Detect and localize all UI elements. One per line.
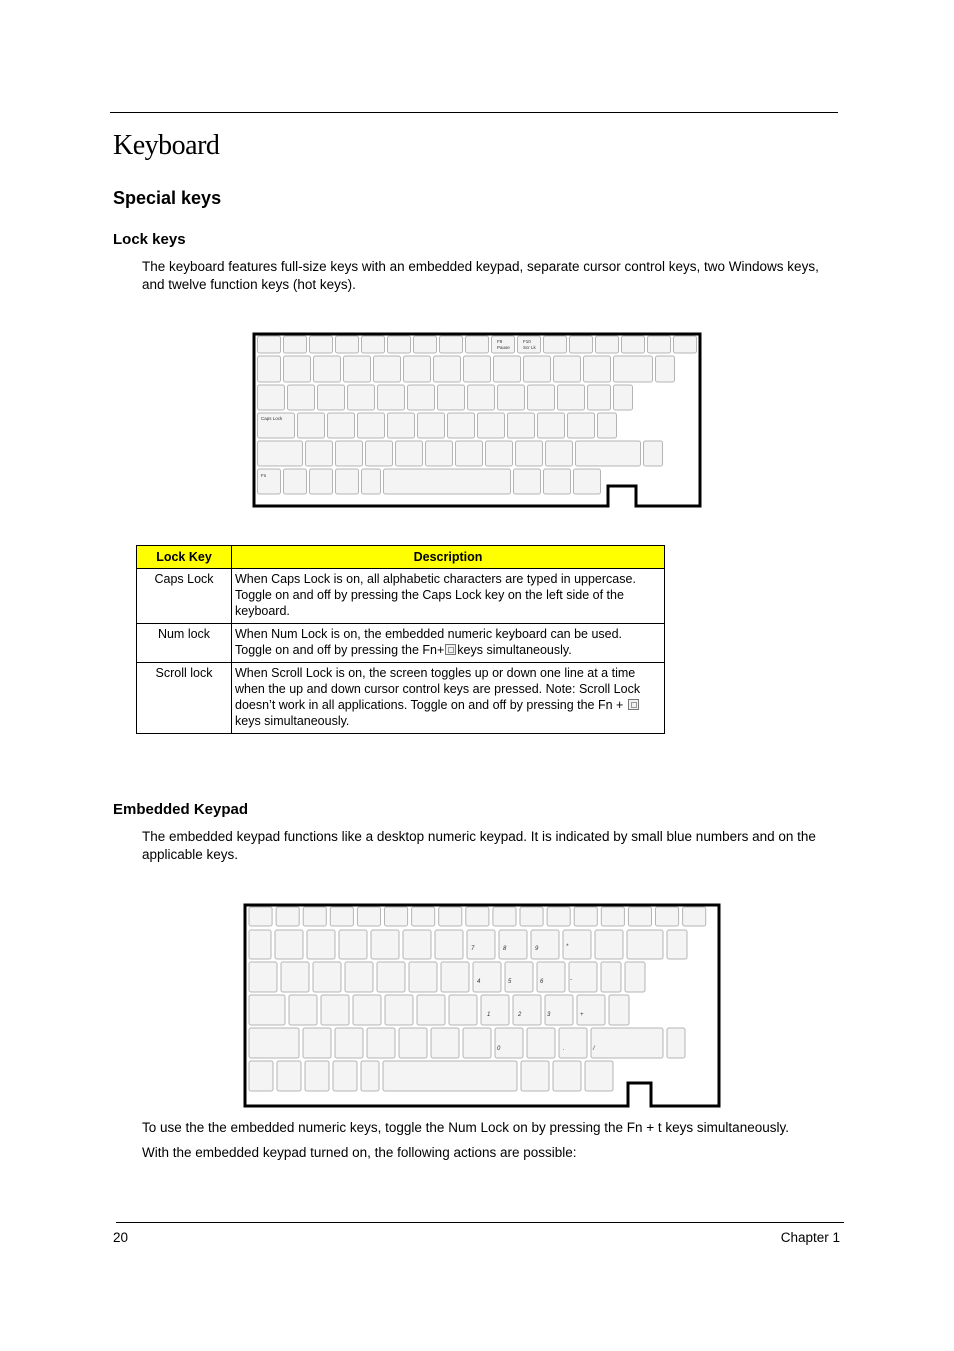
keyboard-key	[508, 413, 535, 438]
keypad-number-label: 0	[497, 1046, 501, 1052]
keyboard-key	[417, 995, 445, 1025]
keyboard-key	[249, 995, 285, 1025]
keyboard-key	[258, 385, 285, 410]
keyboard-key	[383, 1061, 517, 1091]
keyboard-key	[439, 907, 462, 926]
keyboard-key	[622, 336, 645, 353]
keyboard-key	[284, 469, 307, 494]
keyboard-key	[667, 930, 687, 959]
keyboard-key	[591, 1028, 663, 1058]
keyboard-key	[576, 441, 641, 466]
keyboard-key	[367, 1028, 395, 1058]
f9-key-label: F9	[497, 339, 503, 344]
keyboard-key	[306, 441, 333, 466]
keyboard-key	[516, 441, 543, 466]
keyboard-key	[486, 441, 513, 466]
keyboard-key	[318, 385, 345, 410]
keyboard-key	[609, 995, 629, 1025]
keyboard-key	[321, 995, 349, 1025]
keypad-number-label: 6	[540, 979, 544, 985]
f9-key-sublabel: Pause	[497, 345, 510, 350]
keyboard-key	[310, 336, 333, 353]
keyboard-key	[348, 385, 375, 410]
keyboard-key	[333, 1061, 357, 1091]
page-number: 20	[113, 1230, 129, 1245]
keyboard-key	[353, 995, 381, 1025]
keyboard-key	[574, 469, 601, 494]
keyboard-key	[528, 385, 555, 410]
keyboard-key	[598, 413, 617, 438]
keyboard-key	[683, 907, 706, 926]
keyboard-key	[524, 356, 551, 382]
keyboard-key	[249, 907, 272, 926]
keyboard-key	[426, 441, 453, 466]
keyboard-key	[377, 962, 405, 992]
embedded-keypad-intro: The embedded keypad functions like a desktop numeric keypad. It is indicated by small blue numbers and on the applicable keys.	[142, 829, 816, 862]
table-row	[137, 569, 665, 624]
embedded-keypad-followup: With the embedded keypad turned on, the following actions are possible:	[142, 1145, 577, 1160]
keyboard-key	[258, 441, 303, 466]
keyboard-key	[298, 413, 325, 438]
keyboard-key	[399, 1028, 427, 1058]
keyboard-key	[307, 930, 335, 959]
keyboard-key	[656, 907, 679, 926]
keyboard-key	[667, 1028, 685, 1058]
keypad-number-label: 3	[547, 1012, 551, 1018]
keyboard-key	[585, 1061, 613, 1091]
keyboard-key	[288, 385, 315, 410]
table-cell-key: Num lock	[137, 624, 232, 663]
keyboard-key	[418, 413, 445, 438]
keyboard-key	[435, 930, 463, 959]
f10-key-label: F10	[523, 339, 531, 344]
keyboard-key	[258, 356, 281, 382]
footer-rule	[116, 1222, 844, 1223]
table-header-description: Description	[232, 546, 665, 569]
keyboard-key	[656, 356, 675, 382]
keyboard-key	[336, 469, 359, 494]
table-row	[137, 624, 665, 663]
keyboard-key	[547, 907, 570, 926]
keyboard-key	[357, 907, 380, 926]
keyboard-key	[674, 336, 697, 353]
keyboard-key	[505, 962, 533, 992]
keyboard-key	[361, 1061, 379, 1091]
keyboard-key	[362, 469, 381, 494]
fn-key-label: Fn	[261, 473, 267, 478]
keyboard-key	[464, 356, 491, 382]
keyboard-key	[473, 962, 501, 992]
embedded-keypad-note: To use the the embedded numeric keys, toggle the Num Lock on by pressing the Fn + t keys simultaneously.	[142, 1120, 789, 1135]
keyboard-key	[275, 930, 303, 959]
keyboard-key	[595, 930, 623, 959]
lock-keys-heading: Lock keys	[113, 231, 186, 248]
page-title: Keyboard	[113, 130, 220, 161]
keyboard-key	[374, 356, 401, 382]
keyboard-key	[313, 962, 341, 992]
keyboard-key	[614, 385, 633, 410]
f10-key-sublabel: Scr Lk	[523, 345, 536, 350]
keyboard-key	[625, 962, 645, 992]
keyboard-key	[521, 1061, 549, 1091]
keyboard-key	[371, 930, 399, 959]
lock-keys-table	[136, 545, 665, 734]
keyboard-key	[344, 356, 371, 382]
keyboard-key	[601, 907, 624, 926]
keyboard-key	[336, 336, 359, 353]
keyboard-key	[468, 385, 495, 410]
keyboard-key	[493, 907, 516, 926]
keyboard-key	[336, 441, 363, 466]
keyboard-key	[249, 962, 277, 992]
keyboard-key	[601, 962, 621, 992]
keyboard-key	[627, 930, 663, 959]
keyboard-key	[314, 356, 341, 382]
keyboard-key	[345, 962, 373, 992]
keypad-number-label: /	[593, 1046, 595, 1052]
keypad-number-label: 8	[503, 946, 507, 952]
keyboard-key	[385, 995, 413, 1025]
keyboard-key	[303, 1028, 331, 1058]
keyboard-key	[554, 356, 581, 382]
keyboard-key	[378, 385, 405, 410]
keyboard-key	[414, 336, 437, 353]
keyboard-key	[335, 1028, 363, 1058]
keyboard-key	[339, 930, 367, 959]
keyboard-key	[328, 413, 355, 438]
keypad-number-label: 9	[535, 946, 539, 952]
keyboard-key	[303, 907, 326, 926]
table-cell-description: When Caps Lock is on, all alphabetic characters are typed in uppercase. Toggle on and off by pressing the Caps Lock key on the left side of the keyboard.	[232, 569, 665, 624]
keyboard-key	[448, 413, 475, 438]
keypad-number-label: -	[570, 977, 572, 983]
keyboard-key	[284, 336, 307, 353]
keyboard-key	[249, 930, 271, 959]
keyboard-key	[358, 413, 385, 438]
keyboard-key	[545, 995, 573, 1025]
keyboard-key	[388, 413, 415, 438]
keyboard-key	[310, 469, 333, 494]
keyboard-key	[558, 385, 585, 410]
keyboard-key	[276, 907, 299, 926]
lock-keys-intro: The keyboard features full-size keys with an embedded keypad, separate cursor control keys, two Windows keys, and twelve function keys (hot keys).	[142, 259, 819, 292]
keyboard-key	[434, 356, 461, 382]
keyboard-key	[403, 930, 431, 959]
keyboard-key	[644, 441, 663, 466]
keyboard-key	[396, 441, 423, 466]
keyboard-key	[495, 1028, 523, 1058]
keypad-number-label: 5	[508, 979, 512, 985]
keyboard-key	[441, 962, 469, 992]
keypad-number-label: 7	[471, 946, 475, 952]
keyboard-key	[277, 1061, 301, 1091]
keyboard-key	[494, 356, 521, 382]
keyboard-key	[648, 336, 671, 353]
keyboard-key	[614, 356, 653, 382]
header-rule	[110, 112, 838, 113]
keypad-number-label: *	[566, 944, 569, 950]
table-row	[137, 663, 665, 734]
keyboard-key	[305, 1061, 329, 1091]
keyboard-key	[513, 995, 541, 1025]
keyboard-key	[481, 995, 509, 1025]
keyboard-key	[284, 356, 311, 382]
keyboard-key	[520, 907, 543, 926]
table-cell-key: Caps Lock	[137, 569, 232, 624]
keyboard-key	[366, 441, 393, 466]
keyboard-key	[514, 469, 541, 494]
keyboard-key	[577, 995, 605, 1025]
keyboard-key	[559, 1028, 587, 1058]
section-heading: Special keys	[113, 188, 222, 208]
table-cell-description: When Num Lock is on, the embedded numeric keyboard can be used. Toggle on and off by pressing the Fn+ keys simultaneously.	[232, 624, 665, 663]
keyboard-key	[596, 336, 619, 353]
keyboard-key	[544, 336, 567, 353]
caps-lock-key-label: Caps Lock	[261, 416, 283, 421]
keyboard-key	[431, 1028, 459, 1058]
keyboard-key	[467, 930, 495, 959]
keypad-number-label: +	[580, 1012, 584, 1018]
keyboard-key	[362, 336, 385, 353]
keyboard-key	[463, 1028, 491, 1058]
keyboard-key	[538, 413, 565, 438]
keyboard-key	[546, 441, 573, 466]
keyboard-key	[388, 336, 411, 353]
keyboard-key	[628, 907, 651, 926]
keyboard-key	[384, 469, 511, 494]
keyboard-key	[385, 907, 408, 926]
keyboard-key	[404, 356, 431, 382]
table-cell-description: When Scroll Lock is on, the screen toggles up or down one line at a time when the up and down cursor control keys are pressed. Note: Scroll Lock doesn’t work in all applications. Toggle on and off by pressing the Fn + keys simultaneously.	[232, 663, 665, 734]
keyboard-key	[531, 930, 559, 959]
keypad-number-label: 2	[518, 1012, 522, 1018]
keyboard-key	[456, 441, 483, 466]
embedded-keypad-keyboard-figure	[243, 903, 721, 1108]
keyboard-key	[289, 995, 317, 1025]
keyboard-key	[408, 385, 435, 410]
keypad-number-label: 1	[487, 1012, 491, 1018]
keyboard-key	[249, 1028, 299, 1058]
keyboard-key	[568, 413, 595, 438]
keyboard-key	[537, 962, 565, 992]
keypad-number-label: .	[563, 1046, 565, 1052]
keyboard-key	[570, 336, 593, 353]
keyboard-key	[544, 469, 571, 494]
embedded-keypad-heading: Embedded Keypad	[113, 801, 249, 818]
lock-keys-keyboard-figure	[252, 332, 702, 508]
keyboard-key	[553, 1061, 581, 1091]
keyboard-key	[478, 413, 505, 438]
keyboard-key	[588, 385, 611, 410]
keyboard-key	[330, 907, 353, 926]
keyboard-key	[574, 907, 597, 926]
table-header-row	[137, 546, 665, 569]
keyboard-key	[412, 907, 435, 926]
keyboard-key	[440, 336, 463, 353]
keyboard-key	[449, 995, 477, 1025]
keyboard-key	[281, 962, 309, 992]
keyboard-key	[527, 1028, 555, 1058]
keyboard-key	[466, 907, 489, 926]
table-cell-key: Scroll lock	[137, 663, 232, 734]
keyboard-key	[258, 336, 281, 353]
scrolllock-key-icon	[628, 699, 639, 710]
chapter-label: Chapter 1	[780, 1230, 840, 1245]
keyboard-key	[499, 930, 527, 959]
keyboard-key	[569, 962, 597, 992]
keyboard-key	[249, 1061, 273, 1091]
keyboard-key	[498, 385, 525, 410]
numlock-key-icon	[445, 644, 456, 655]
keyboard-key	[466, 336, 489, 353]
keypad-number-label: 4	[477, 979, 481, 985]
table-header-lock-key: Lock Key	[137, 546, 232, 569]
keyboard-key	[584, 356, 611, 382]
keyboard-key	[438, 385, 465, 410]
keyboard-key	[409, 962, 437, 992]
